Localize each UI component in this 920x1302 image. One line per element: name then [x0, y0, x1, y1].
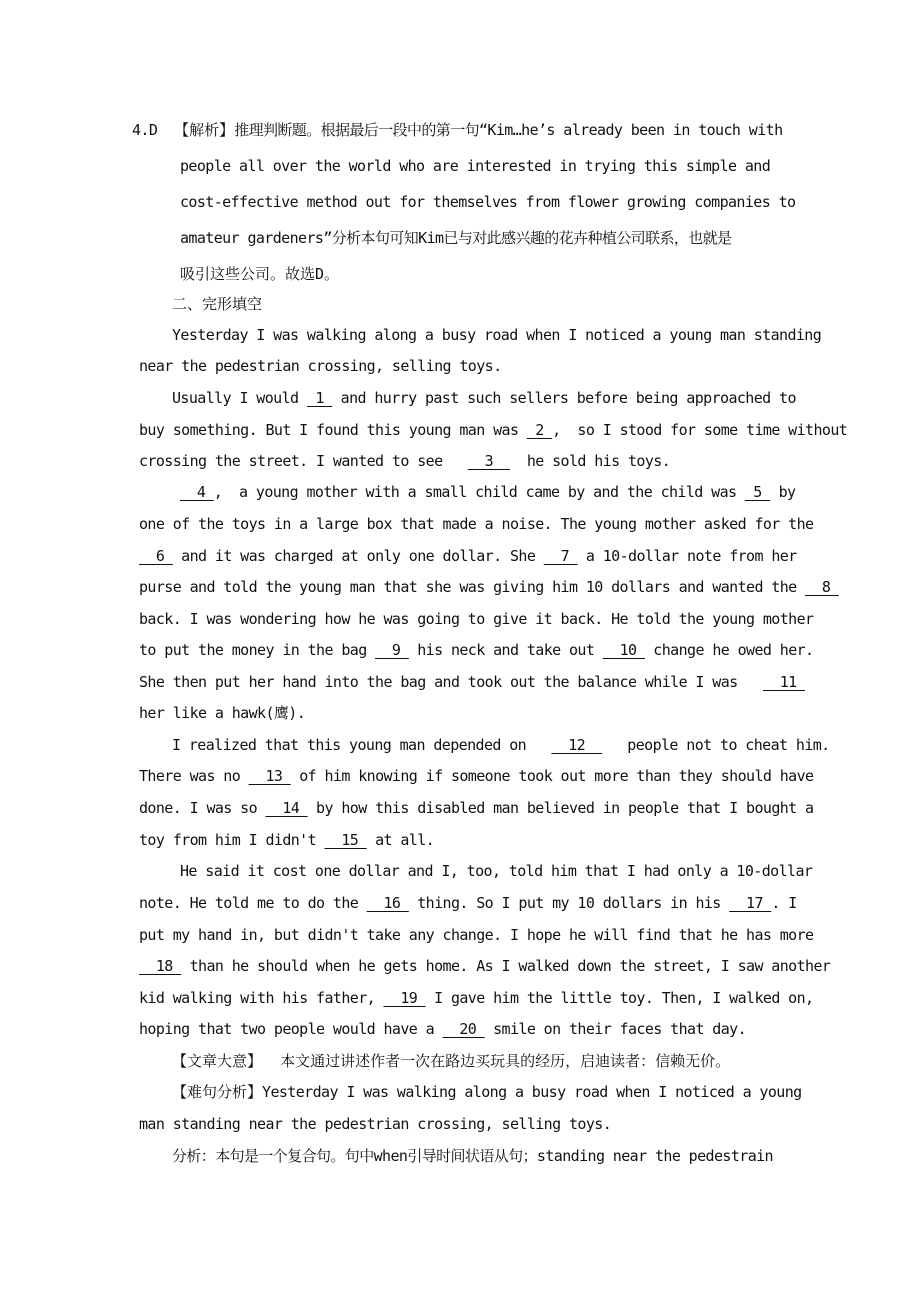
analysis-line-3: 分析：本句是一个复合句。句中when引导时间状语从句；standing near the pedestrain — [172, 1147, 773, 1165]
text-segment: I realized that this young man depended on — [172, 736, 552, 754]
text-segment: change he owed her. — [644, 641, 814, 659]
text-segment: by how this disabled man believed in people that I bought a — [307, 799, 814, 817]
passage-line-18: He said it cost one dollar and I, too, told him that I had only a 10-dollar — [180, 862, 813, 880]
passage-line-9 — [139, 577, 839, 597]
text-segment: and hurry past such sellers before being approached to — [332, 389, 796, 407]
passage-line-17 — [139, 830, 434, 850]
text-segment: There was no — [139, 767, 249, 785]
section-title: 二、完形填空 — [172, 295, 263, 313]
passage-line-3 — [172, 388, 796, 408]
text-segment: his neck and take out — [408, 641, 603, 659]
q4-explanation-line-1 — [132, 120, 783, 140]
blank-14: 14 — [265, 799, 308, 817]
summary-text: 本文通过讲述作者一次在路边买玩具的经历，启迪读者：信赖无价。 — [262, 1052, 731, 1070]
text-segment: at all. — [366, 831, 435, 849]
q4-explanation-line-3: cost-effective method out for themselves from flower growing companies to — [180, 193, 796, 211]
passage-line-1: Yesterday I was walking along a busy road when I noticed a young man standing — [172, 326, 822, 344]
text-segment: purse and told the young man that she was giving him 10 dollars and wanted the — [139, 578, 806, 596]
q4-explanation-line-5: 吸引这些公司。故选D。 — [180, 265, 340, 283]
passage-line-20: put my hand in, but didn't take any change. I hope he will find that he has more — [139, 926, 814, 944]
blank-12: 12 — [551, 736, 602, 754]
blank-5: 5 — [744, 483, 771, 501]
blank-7: 7 — [543, 547, 578, 565]
passage-line-16 — [139, 798, 813, 818]
text-segment: to put the money in the bag — [139, 641, 376, 659]
passage-line-19 — [139, 893, 797, 913]
passage-line-13: her like a hawk(鹰). — [139, 704, 306, 722]
q4-text-1: 推理判断题。根据最后一段中的第一句“Kim…he’s already been in touch with — [234, 121, 783, 139]
blank-4: 4 — [180, 483, 214, 501]
text-segment: , a young mother with a small child came by and the child was — [213, 483, 745, 501]
text-segment: hoping that two people would have a — [139, 1020, 443, 1038]
blank-19: 19 — [383, 989, 426, 1007]
blank-3: 3 — [467, 452, 510, 470]
blank-10: 10 — [602, 641, 645, 659]
text-segment: people not to cheat him. — [601, 736, 830, 754]
text-segment: done. I was so — [139, 799, 266, 817]
q4-tag: 【解析】 — [174, 121, 235, 139]
text-segment: . I — [771, 894, 797, 912]
blank-9: 9 — [375, 641, 409, 659]
text-segment: buy something. But I found this young man was — [139, 421, 527, 439]
blank-13: 13 — [248, 767, 291, 785]
blank-1: 1 — [306, 389, 333, 407]
passage-line-15 — [139, 766, 813, 786]
passage-line-22 — [139, 988, 813, 1008]
blank-18: 18 — [139, 957, 182, 975]
blank-6: 6 — [139, 547, 173, 565]
summary-tag: 【文章大意】 — [172, 1052, 263, 1070]
text-segment: than he should when he gets home. As I walked down the street, I saw another — [181, 957, 831, 975]
analysis-line-1 — [172, 1082, 802, 1102]
text-segment: thing. So I put my 10 dollars in his — [408, 894, 730, 912]
text-segment: he sold his toys. — [509, 452, 671, 470]
text-segment: kid walking with his father, — [139, 989, 384, 1007]
blank-20: 20 — [442, 1020, 485, 1038]
text-segment: and it was charged at only one dollar. She — [172, 547, 544, 565]
text-segment: by — [770, 483, 796, 501]
blank-15: 15 — [324, 831, 367, 849]
analysis-tag: 【难句分析】 — [172, 1083, 263, 1101]
text-segment: Usually I would — [172, 389, 307, 407]
passage-line-7: one of the toys in a large box that made a noise. The young mother asked for the — [139, 515, 814, 533]
text-segment: note. He told me to do the — [139, 894, 367, 912]
summary-line — [172, 1051, 730, 1071]
blank-17: 17 — [729, 894, 772, 912]
blank-2: 2 — [526, 421, 553, 439]
passage-line-14 — [172, 735, 830, 755]
passage-line-8 — [139, 546, 797, 566]
blank-8: 8 — [805, 578, 839, 596]
passage-line-12 — [139, 672, 805, 692]
text-segment: a 10-dollar note from her — [577, 547, 797, 565]
passage-line-23 — [139, 1019, 746, 1039]
blank-16: 16 — [366, 894, 409, 912]
passage-line-21 — [139, 956, 830, 976]
q4-number: 4.D — [132, 121, 158, 139]
q4-explanation-line-2: people all over the world who are interested in trying this simple and — [180, 157, 771, 175]
passage-line-4 — [139, 420, 847, 440]
passage-line-10: back. I was wondering how he was going to give it back. He told the young mother — [139, 610, 814, 628]
text-segment: I gave him the little toy. Then, I walked on, — [425, 989, 814, 1007]
analysis-line-2: man standing near the pedestrian crossing, selling toys. — [139, 1115, 612, 1133]
text-segment: , so I stood for some time without — [552, 421, 848, 439]
text-segment: smile on their faces that day. — [484, 1020, 747, 1038]
text-segment: She then put her hand into the bag and took out the balance while I was — [139, 673, 763, 691]
text-segment: crossing the street. I wanted to see — [139, 452, 468, 470]
analysis-text-1: Yesterday I was walking along a busy road when I noticed a young — [262, 1083, 802, 1101]
blank-11: 11 — [762, 673, 806, 691]
passage-line-5 — [139, 451, 670, 471]
passage-line-2: near the pedestrian crossing, selling toys. — [139, 357, 502, 375]
passage-line-6 — [180, 482, 795, 502]
passage-line-11 — [139, 640, 814, 660]
q4-explanation-line-4: amateur gardeners”分析本句可知Kim已与对此感兴趣的花卉种植公司联系，也就是 — [180, 229, 732, 247]
text-segment: of him knowing if someone took out more than they should have — [290, 767, 814, 785]
text-segment: toy from him I didn't — [139, 831, 325, 849]
